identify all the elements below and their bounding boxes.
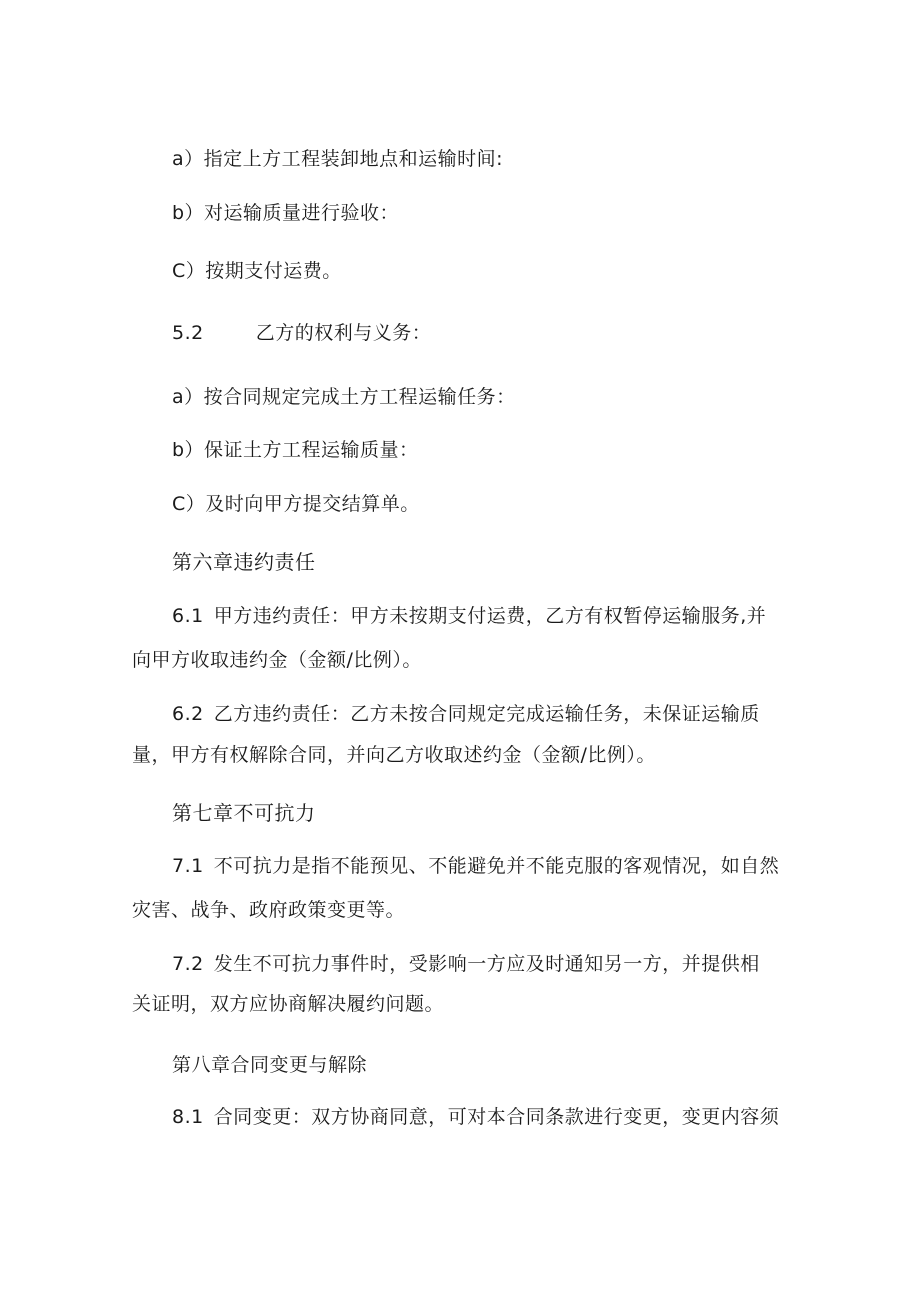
section-heading-5-2: [172, 320, 431, 346]
clause-number: 7.2: [172, 953, 204, 975]
clause-7-2-line-1: [172, 951, 760, 977]
clause-6-1-line-1: [172, 603, 766, 629]
list-item: a）指定上方工程装卸地点和运输时间:: [172, 148, 504, 170]
chapter-8-title: 第八章合同变更与解除: [172, 1054, 368, 1076]
list-item: b）对运输质量进行验收：: [172, 202, 400, 224]
clause-text: 乙方违约责任：乙方未按合同规定完成运输任务，未保证运输质: [213, 703, 760, 725]
chapter-6-title: 第六章违约责任: [172, 550, 316, 574]
clause-number: 8.1: [172, 1106, 204, 1128]
clause-7-2-line-2: 关证明，双方应协商解决履约问题。: [132, 993, 445, 1015]
section-title: 乙方的权利与义务：: [255, 322, 432, 344]
clause-6-2-line-1: [172, 701, 760, 727]
clause-text: 甲方违约责任：甲方未按期支付运费，乙方有权暂停运输服务,并: [213, 605, 767, 627]
list-item: C）及时向甲方提交结算单。: [172, 493, 420, 515]
list-item: a）按合同规定完成土方工程运输任务：: [172, 386, 516, 408]
clause-6-2-line-2: 量，甲方有权解除合同，并向乙方收取述约金（金额/比例）。: [132, 744, 656, 766]
clause-text: 合同变更：双方协商同意，可对本合同条款进行变更，变更内容须: [213, 1106, 780, 1128]
clause-8-1-line-1: [172, 1104, 779, 1130]
clause-7-1-line-2: 灾害、战争、政府政策变更等。: [132, 899, 406, 921]
list-item: C）按期支付运费。: [172, 260, 342, 282]
clause-7-1-line-1: [172, 853, 779, 879]
clause-text: 发生不可抗力事件时，受影响一方应及时通知另一方，并提供相: [213, 953, 760, 975]
clause-number: 6.2: [172, 703, 204, 725]
list-item: b）保证土方工程运输质量：: [172, 439, 419, 461]
clause-6-1-line-2: 向甲方收取违约金（金额/比例）。: [132, 649, 422, 671]
clause-number: 7.1: [172, 855, 204, 877]
clause-number: 6.1: [172, 605, 204, 627]
section-number: 5.2: [172, 322, 204, 344]
clause-text: 不可抗力是指不能预见、不能避免并不能克服的客观情况，如自然: [213, 855, 780, 877]
chapter-7-title: 第七章不可抗力: [172, 801, 316, 825]
